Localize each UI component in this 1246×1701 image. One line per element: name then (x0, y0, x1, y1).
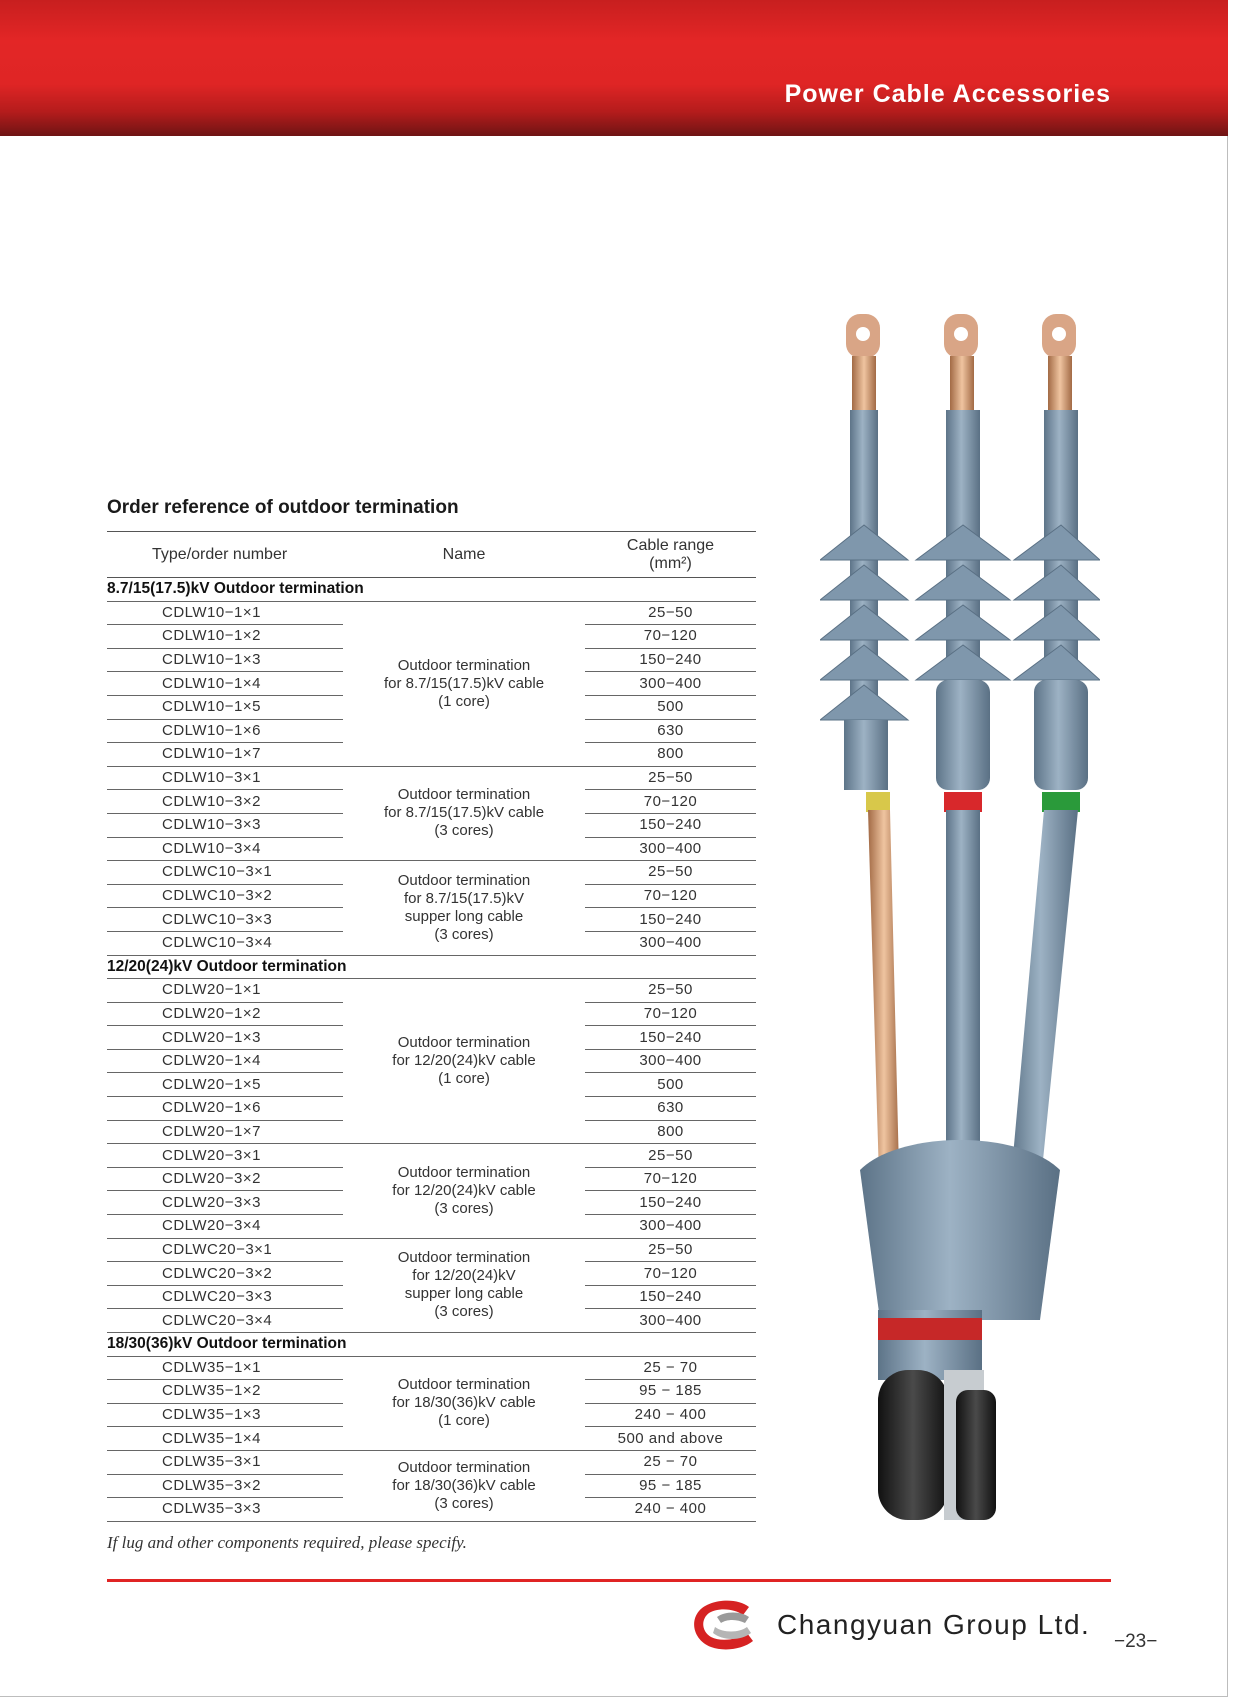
cable-range: 500 and above (585, 1427, 756, 1451)
cable-range: 240 − 400 (585, 1403, 756, 1427)
cable-range: 25−50 (585, 1238, 756, 1262)
type-order-number: CDLW10−1×2 (107, 625, 343, 649)
type-order-number: CDLWC10−3×1 (107, 861, 343, 885)
cable-lug-icon (846, 314, 1076, 420)
section-heading-row (107, 578, 756, 602)
type-order-number: CDLWC10−3×3 (107, 908, 343, 932)
type-order-number: CDLW20−3×1 (107, 1144, 343, 1168)
product-name-line: (3 cores) (434, 925, 494, 943)
type-order-number: CDLW10−3×1 (107, 766, 343, 790)
product-name-line: (3 cores) (434, 1199, 494, 1217)
cable-range: 500 (585, 695, 756, 719)
product-name-line: for 8.7/15(17.5)kV (403, 889, 525, 907)
table-body (107, 578, 756, 1522)
type-order-number: CDLW35−3×2 (107, 1474, 343, 1498)
product-name-line: Outdoor termination (397, 656, 531, 674)
section-heading-row (107, 1333, 756, 1357)
type-order-number: CDLW20−3×3 (107, 1191, 343, 1215)
cable-range: 95 − 185 (585, 1380, 756, 1404)
outdoor-termination-product-image (820, 310, 1100, 1540)
type-order-number: CDLW20−1×3 (107, 1026, 343, 1050)
cable-range: 70−120 (585, 1002, 756, 1026)
cable-range: 150−240 (585, 1191, 756, 1215)
breakout-boot-icon (860, 1140, 1060, 1520)
cable-range: 95 − 185 (585, 1474, 756, 1498)
product-name-line: for 8.7/15(17.5)kV cable (383, 804, 545, 822)
type-order-number: CDLW20−3×2 (107, 1167, 343, 1191)
type-order-number: CDLW20−3×4 (107, 1215, 343, 1239)
type-order-number: CDLW10−1×6 (107, 719, 343, 743)
product-name-line: supper long cable (404, 907, 524, 925)
section-title: Order reference of outdoor termination (107, 497, 459, 518)
type-order-number: CDLW35−1×3 (107, 1403, 343, 1427)
product-name (343, 601, 585, 766)
product-name-line: Outdoor termination (397, 1034, 531, 1052)
product-name-line: supper long cable (404, 1285, 524, 1303)
product-name-line: for 12/20(24)kV (412, 1267, 516, 1285)
range-column-header (585, 532, 756, 578)
cable-range: 25−50 (585, 766, 756, 790)
type-order-number: CDLW35−1×4 (107, 1427, 343, 1451)
type-order-number: CDLW20−1×1 (107, 979, 343, 1003)
type-order-number: CDLW20−1×6 (107, 1097, 343, 1121)
range-header-line: Cable range (626, 536, 715, 554)
order-reference-table (107, 531, 756, 1522)
name-column-header: Name (343, 532, 585, 578)
product-name-line: Outdoor termination (397, 1376, 531, 1394)
product-name (343, 979, 585, 1144)
type-order-number: CDLW10−3×3 (107, 813, 343, 837)
table-row (107, 1144, 756, 1168)
cable-range: 800 (585, 1120, 756, 1144)
product-name-line: (3 cores) (434, 1494, 494, 1512)
product-name-line: for 18/30(36)kV cable (392, 1476, 536, 1494)
product-name-line: (1 core) (438, 1070, 490, 1088)
type-order-number: CDLW20−1×4 (107, 1049, 343, 1073)
phase-marker-icon (866, 792, 1080, 812)
table-row (107, 1356, 756, 1380)
cable-range: 300−400 (585, 1309, 756, 1333)
cable-range: 25−50 (585, 601, 756, 625)
table-row (107, 979, 756, 1003)
page-header-title: Power Cable Accessories (784, 80, 1111, 108)
cable-range: 500 (585, 1073, 756, 1097)
section-heading-row (107, 955, 756, 979)
product-name-line: Outdoor termination (397, 1458, 531, 1476)
cable-range: 300−400 (585, 837, 756, 861)
type-order-number: CDLW10−1×5 (107, 695, 343, 719)
table-row (107, 1238, 756, 1262)
product-name-line: Outdoor termination (397, 1163, 531, 1181)
table-row (107, 1450, 756, 1474)
cable-range: 25−50 (585, 861, 756, 885)
footnote: If lug and other components required, please specify. (107, 1533, 467, 1552)
type-order-number: CDLW10−1×1 (107, 601, 343, 625)
product-name (343, 861, 585, 955)
table-row (107, 601, 756, 625)
cable-range: 150−240 (585, 1285, 756, 1309)
product-name (343, 766, 585, 860)
company-logo-icon (687, 1597, 765, 1651)
cable-range: 25 − 70 (585, 1450, 756, 1474)
cable-range: 150−240 (585, 1026, 756, 1050)
product-name (343, 1238, 585, 1332)
insulator-stack-icon (820, 410, 1100, 790)
product-name-line: for 12/20(24)kV cable (392, 1181, 536, 1199)
product-name-line: Outdoor termination (397, 871, 531, 889)
cable-range: 25 − 70 (585, 1356, 756, 1380)
type-column-header: Type/order number (107, 532, 343, 578)
product-name-line: (3 cores) (434, 1303, 494, 1321)
type-order-number: CDLWC20−3×3 (107, 1285, 343, 1309)
range-header-unit: (mm²) (649, 554, 692, 572)
type-order-number: CDLW20−1×5 (107, 1073, 343, 1097)
section-heading: 8.7/15(17.5)kV Outdoor termination (107, 578, 756, 602)
type-order-number: CDLW20−1×2 (107, 1002, 343, 1026)
cable-range: 25−50 (585, 1144, 756, 1168)
product-name (343, 1450, 585, 1521)
table-row (107, 766, 756, 790)
cable-range: 70−120 (585, 884, 756, 908)
product-name-line: Outdoor termination (397, 786, 531, 804)
type-order-number: CDLWC20−3×4 (107, 1309, 343, 1333)
cable-range: 630 (585, 719, 756, 743)
cable-range: 300−400 (585, 1049, 756, 1073)
table-header-row (107, 532, 756, 578)
cable-range: 25−50 (585, 979, 756, 1003)
product-name-line: Outdoor termination (397, 1249, 531, 1267)
section-heading: 18/30(36)kV Outdoor termination (107, 1333, 756, 1357)
product-name (343, 1144, 585, 1238)
type-order-number: CDLW10−1×3 (107, 648, 343, 672)
type-order-number: CDLWC20−3×2 (107, 1262, 343, 1286)
product-name-line: (3 cores) (434, 822, 494, 840)
type-order-number: CDLW35−1×2 (107, 1380, 343, 1404)
type-order-number: CDLW10−1×7 (107, 743, 343, 767)
cable-range: 150−240 (585, 813, 756, 837)
type-order-number: CDLWC20−3×1 (107, 1238, 343, 1262)
cable-range: 300−400 (585, 672, 756, 696)
cable-range: 630 (585, 1097, 756, 1121)
cable-range: 240 − 400 (585, 1498, 756, 1522)
cable-range: 150−240 (585, 908, 756, 932)
footer-divider (107, 1579, 1111, 1582)
type-order-number: CDLW10−3×2 (107, 790, 343, 814)
product-name-line: (1 core) (438, 1412, 490, 1430)
section-heading: 12/20(24)kV Outdoor termination (107, 955, 756, 979)
product-name-line: for 8.7/15(17.5)kV cable (383, 674, 545, 692)
cable-range: 70−120 (585, 790, 756, 814)
cable-range: 300−400 (585, 1215, 756, 1239)
company-name: Changyuan Group Ltd. (777, 1609, 1091, 1640)
table-row (107, 861, 756, 885)
cable-range: 70−120 (585, 1167, 756, 1191)
product-name-line: for 18/30(36)kV cable (392, 1394, 536, 1412)
product-name (343, 1356, 585, 1450)
page-number: −23− (1114, 1631, 1158, 1652)
header-band (0, 0, 1228, 136)
type-order-number: CDLWC10−3×4 (107, 931, 343, 955)
cable-range: 70−120 (585, 625, 756, 649)
cable-range: 70−120 (585, 1262, 756, 1286)
product-name-line: for 12/20(24)kV cable (392, 1052, 536, 1070)
product-name-line: (1 core) (438, 692, 490, 710)
type-order-number: CDLW35−3×3 (107, 1498, 343, 1522)
type-order-number: CDLW20−1×7 (107, 1120, 343, 1144)
type-order-number: CDLW10−3×4 (107, 837, 343, 861)
type-order-number: CDLW35−1×1 (107, 1356, 343, 1380)
type-order-number: CDLW35−3×1 (107, 1450, 343, 1474)
cable-range: 300−400 (585, 931, 756, 955)
cable-range: 800 (585, 743, 756, 767)
type-order-number: CDLW10−1×4 (107, 672, 343, 696)
cable-range: 150−240 (585, 648, 756, 672)
type-order-number: CDLWC10−3×2 (107, 884, 343, 908)
